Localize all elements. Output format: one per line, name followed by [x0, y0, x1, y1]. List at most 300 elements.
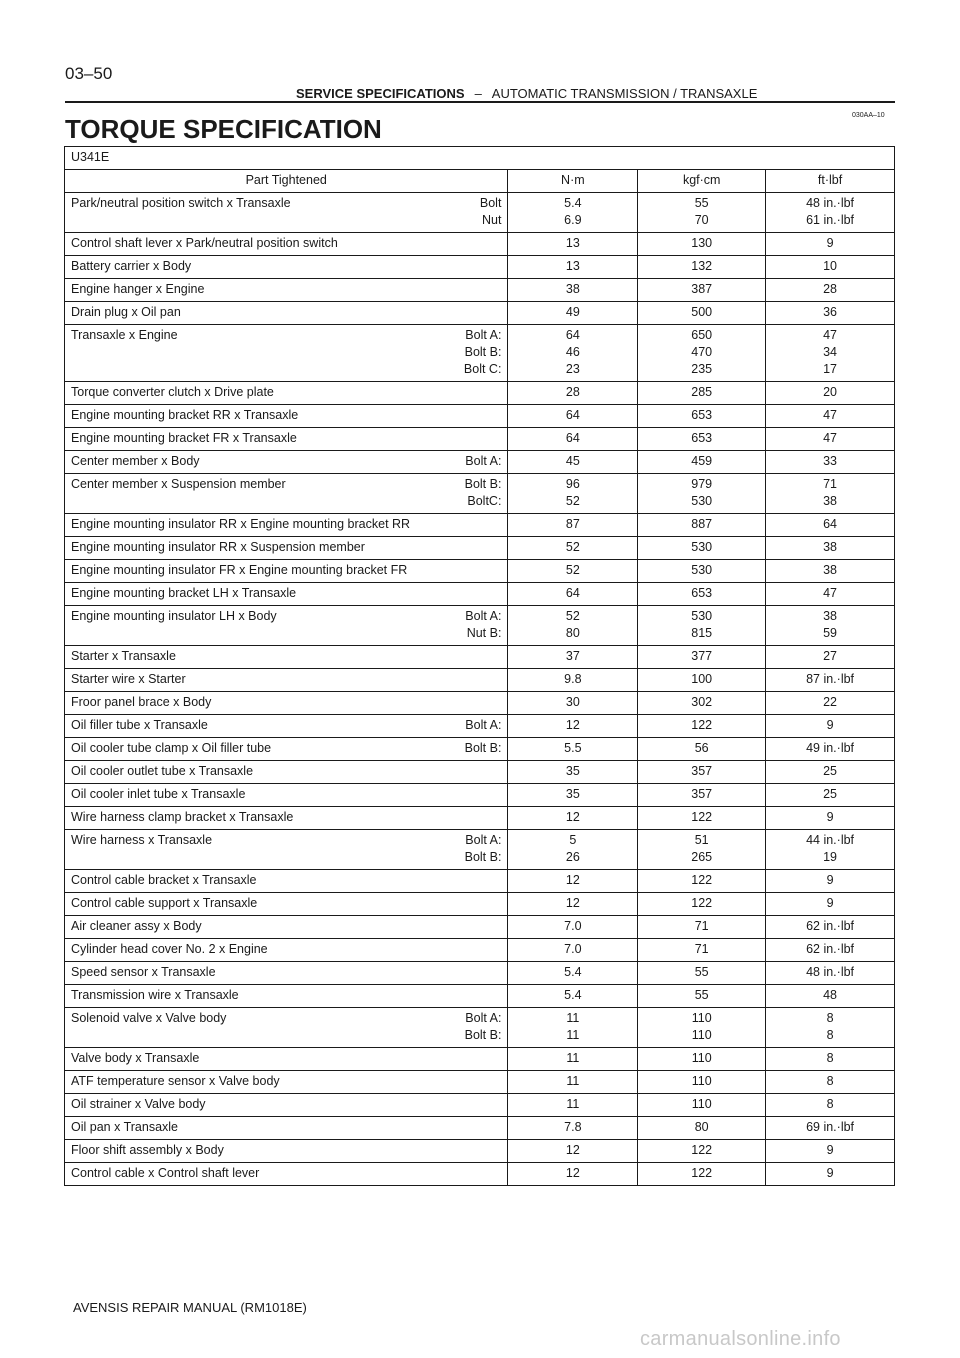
- kgf-value: 235: [691, 362, 713, 376]
- part-cell: [65, 692, 508, 715]
- table-row: [65, 962, 895, 985]
- part-cell: [65, 474, 508, 514]
- kgf-cell: [638, 514, 766, 537]
- fastener-label: Nut B:: [466, 626, 502, 640]
- ftlbf-value: 8: [826, 1028, 834, 1042]
- kgf-value: 530: [691, 494, 713, 508]
- kgf-value: 285: [691, 385, 713, 399]
- kgf-value: 387: [691, 282, 713, 296]
- col-header-nm: N·m: [508, 170, 638, 193]
- table-row: [65, 939, 895, 962]
- nm-cell: [508, 669, 638, 692]
- part-cell: [65, 382, 508, 405]
- kgf-cell: [638, 715, 766, 738]
- kgf-value: 653: [691, 408, 713, 422]
- ftlbf-cell: [766, 405, 895, 428]
- kgf-cell: [638, 1140, 766, 1163]
- part-wrap: [71, 809, 501, 826]
- header-rule: [65, 101, 895, 103]
- fastener-list: [465, 1010, 502, 1044]
- part-wrap: [71, 895, 501, 912]
- nm-value: 35: [565, 787, 580, 801]
- nm-value: 35: [565, 764, 580, 778]
- fastener-label: Bolt C:: [463, 362, 502, 376]
- table-row: [65, 583, 895, 606]
- part-wrap: [71, 304, 501, 321]
- nm-cell: [508, 692, 638, 715]
- kgf-value: 55: [694, 196, 709, 210]
- fastener-list: [465, 740, 502, 757]
- nm-value: 13: [565, 236, 580, 250]
- nm-value: 28: [565, 385, 580, 399]
- ftlbf-value: 17: [823, 362, 838, 376]
- ftlbf-cell: [766, 962, 895, 985]
- torque-spec-table: [64, 146, 895, 1186]
- nm-value: 12: [565, 1166, 580, 1180]
- footer-manual-id: AVENSIS REPAIR MANUAL (RM1018E): [73, 1300, 307, 1315]
- part-wrap: [71, 258, 501, 275]
- part-cell: [65, 669, 508, 692]
- part-cell: [65, 985, 508, 1008]
- ftlbf-cell: [766, 916, 895, 939]
- ftlbf-cell: [766, 606, 895, 646]
- nm-value: 30: [565, 695, 580, 709]
- part-name: Engine mounting bracket RR x Transaxle: [71, 408, 299, 422]
- ftlbf-cell: [766, 1008, 895, 1048]
- kgf-value: 100: [691, 672, 713, 686]
- part-wrap: [71, 941, 501, 958]
- kgf-cell: [638, 646, 766, 669]
- model-row: [65, 147, 895, 170]
- part-wrap: [71, 1096, 501, 1113]
- kgf-cell: [638, 405, 766, 428]
- nm-cell: [508, 1163, 638, 1186]
- fastener-label: Bolt A:: [465, 328, 502, 342]
- header-section: SERVICE SPECIFICATIONS: [296, 86, 465, 101]
- table-row: [65, 428, 895, 451]
- fastener-label: Bolt: [479, 196, 502, 210]
- part-name: Center member x Body: [71, 454, 200, 468]
- nm-value: 38: [565, 282, 580, 296]
- table-row: [65, 382, 895, 405]
- ftlbf-value: 34: [823, 345, 838, 359]
- part-wrap: [71, 1119, 501, 1136]
- part-cell: [65, 1140, 508, 1163]
- part-cell: [65, 715, 508, 738]
- part-wrap: [71, 1050, 501, 1067]
- nm-cell: [508, 583, 638, 606]
- ftlbf-value: 22: [823, 695, 838, 709]
- ftlbf-cell: [766, 474, 895, 514]
- kgf-value: 130: [691, 236, 713, 250]
- ftlbf-value: 38: [823, 609, 838, 623]
- nm-value: 12: [565, 1143, 580, 1157]
- kgf-value: 357: [691, 787, 713, 801]
- part-name: Oil pan x Transaxle: [71, 1120, 178, 1134]
- table-row: [65, 692, 895, 715]
- part-cell: [65, 583, 508, 606]
- ftlbf-value: 47: [823, 586, 838, 600]
- nm-cell: [508, 474, 638, 514]
- nm-value: 52: [565, 540, 580, 554]
- ftlbf-value: 9: [826, 896, 834, 910]
- ftlbf-value: 8: [826, 1097, 834, 1111]
- nm-value: 52: [565, 609, 580, 623]
- kgf-value: 653: [691, 586, 713, 600]
- kgf-cell: [638, 256, 766, 279]
- ftlbf-value: 36: [823, 305, 838, 319]
- ftlbf-cell: [766, 761, 895, 784]
- ftlbf-value: 8: [826, 1011, 834, 1025]
- part-name: Transaxle x Engine: [71, 328, 178, 342]
- table-row: [65, 761, 895, 784]
- ftlbf-value: 48 in.·lbf: [806, 965, 855, 979]
- nm-value: 9.8: [564, 672, 582, 686]
- fastener-label: BoltC:: [467, 494, 502, 508]
- fastener-list: [465, 453, 501, 470]
- nm-value: 49: [565, 305, 580, 319]
- kgf-cell: [638, 692, 766, 715]
- kgf-cell: [638, 1117, 766, 1140]
- nm-value: 45: [565, 454, 580, 468]
- table-row: [65, 893, 895, 916]
- ftlbf-cell: [766, 870, 895, 893]
- page-number: 03–50: [65, 64, 113, 83]
- fastener-label: Bolt B:: [464, 345, 502, 359]
- table-row: [65, 784, 895, 807]
- part-cell: [65, 405, 508, 428]
- nm-value: 5.4: [564, 196, 582, 210]
- kgf-cell: [638, 302, 766, 325]
- kgf-value: 56: [694, 741, 709, 755]
- fastener-label: Bolt B:: [464, 741, 502, 755]
- kgf-value: 650: [691, 328, 713, 342]
- nm-value: 12: [565, 896, 580, 910]
- kgf-cell: [638, 560, 766, 583]
- kgf-value: 979: [691, 477, 713, 491]
- col-header-ftlbf: ft·lbf: [766, 170, 895, 193]
- kgf-value: 122: [691, 718, 713, 732]
- part-name: Floor shift assembly x Body: [71, 1143, 224, 1157]
- part-wrap: [71, 832, 501, 866]
- part-cell: [65, 537, 508, 560]
- part-name: Engine hanger x Engine: [71, 282, 205, 296]
- ftlbf-value: 38: [823, 494, 838, 508]
- nm-value: 5.4: [564, 965, 582, 979]
- nm-value: 11: [566, 1097, 580, 1111]
- nm-value: 46: [565, 345, 580, 359]
- part-cell: [65, 830, 508, 870]
- table-row: [65, 646, 895, 669]
- nm-value: 12: [565, 873, 580, 887]
- table-row: [65, 279, 895, 302]
- part-wrap: [71, 476, 501, 510]
- kgf-value: 887: [691, 517, 713, 531]
- part-wrap: [71, 872, 501, 889]
- part-wrap: [71, 671, 501, 688]
- nm-value: 23: [565, 362, 580, 376]
- nm-cell: [508, 428, 638, 451]
- nm-value: 7.8: [564, 1120, 582, 1134]
- nm-cell: [508, 985, 638, 1008]
- nm-value: 11: [566, 1051, 580, 1065]
- nm-value: 64: [565, 431, 580, 445]
- fastener-list: [465, 476, 502, 510]
- nm-value: 80: [565, 626, 580, 640]
- table-row: [65, 474, 895, 514]
- part-name: Battery carrier x Body: [71, 259, 192, 273]
- ftlbf-cell: [766, 807, 895, 830]
- table-row: [65, 1048, 895, 1071]
- ftlbf-cell: [766, 560, 895, 583]
- part-wrap: [71, 1073, 501, 1090]
- ftlbf-value: 9: [826, 1143, 834, 1157]
- part-cell: [65, 807, 508, 830]
- part-cell: [65, 646, 508, 669]
- part-name: Center member x Suspension member: [71, 477, 286, 491]
- part-name: Air cleaner assy x Body: [71, 919, 202, 933]
- nm-cell: [508, 279, 638, 302]
- ftlbf-value: 59: [823, 626, 838, 640]
- table-row: [65, 302, 895, 325]
- ftlbf-cell: [766, 830, 895, 870]
- nm-value: 52: [565, 494, 580, 508]
- kgf-cell: [638, 870, 766, 893]
- ftlbf-value: 25: [823, 787, 838, 801]
- kgf-cell: [638, 1163, 766, 1186]
- page-title: TORQUE SPECIFICATION: [65, 114, 382, 144]
- fastener-list: [480, 195, 502, 229]
- kgf-value: 122: [691, 810, 713, 824]
- header-subsection: AUTOMATIC TRANSMISSION / TRANSAXLE: [491, 86, 758, 101]
- model-label: U341E: [65, 147, 895, 170]
- ftlbf-value: 9: [826, 718, 834, 732]
- part-wrap: [71, 195, 501, 229]
- ftlbf-value: 20: [823, 385, 838, 399]
- ftlbf-cell: [766, 537, 895, 560]
- kgf-cell: [638, 583, 766, 606]
- nm-cell: [508, 807, 638, 830]
- kgf-value: 530: [691, 540, 713, 554]
- nm-cell: [508, 1117, 638, 1140]
- kgf-value: 71: [694, 942, 709, 956]
- part-cell: [65, 916, 508, 939]
- part-name: Control shaft lever x Park/neutral position switch: [71, 236, 338, 250]
- table-row: [65, 738, 895, 761]
- nm-cell: [508, 784, 638, 807]
- ftlbf-cell: [766, 669, 895, 692]
- table-row: [65, 715, 895, 738]
- nm-cell: [508, 325, 638, 382]
- nm-value: 11: [566, 1028, 580, 1042]
- ftlbf-cell: [766, 583, 895, 606]
- part-wrap: [71, 562, 501, 579]
- part-wrap: [71, 964, 501, 981]
- part-name: Oil cooler inlet tube x Transaxle: [71, 787, 246, 801]
- table-row: [65, 1163, 895, 1186]
- table-row: [65, 537, 895, 560]
- fastener-list: [465, 608, 501, 642]
- part-name: Control cable bracket x Transaxle: [71, 873, 257, 887]
- column-header-row: [65, 170, 895, 193]
- table-row: [65, 325, 895, 382]
- part-name: Wire harness clamp bracket x Transaxle: [71, 810, 294, 824]
- kgf-cell: [638, 1048, 766, 1071]
- ftlbf-cell: [766, 514, 895, 537]
- ftlbf-cell: [766, 893, 895, 916]
- part-cell: [65, 1163, 508, 1186]
- kgf-value: 55: [694, 988, 709, 1002]
- kgf-value: 530: [691, 563, 713, 577]
- ftlbf-value: 87 in.·lbf: [806, 672, 855, 686]
- part-wrap: [71, 407, 501, 424]
- kgf-value: 302: [691, 695, 713, 709]
- kgf-value: 110: [691, 1097, 712, 1111]
- kgf-cell: [638, 537, 766, 560]
- ftlbf-cell: [766, 325, 895, 382]
- kgf-value: 80: [694, 1120, 709, 1134]
- part-wrap: [71, 740, 501, 757]
- ftlbf-cell: [766, 784, 895, 807]
- kgf-value: 122: [691, 1143, 713, 1157]
- kgf-cell: [638, 382, 766, 405]
- nm-value: 12: [565, 718, 580, 732]
- nm-cell: [508, 606, 638, 646]
- ftlbf-cell: [766, 939, 895, 962]
- part-wrap: [71, 648, 501, 665]
- part-name: ATF temperature sensor x Valve body: [71, 1074, 280, 1088]
- kgf-value: 71: [694, 919, 709, 933]
- table-row: [65, 560, 895, 583]
- kgf-value: 110: [691, 1011, 712, 1025]
- part-wrap: [71, 717, 501, 734]
- ftlbf-cell: [766, 1094, 895, 1117]
- kgf-cell: [638, 985, 766, 1008]
- nm-value: 52: [565, 563, 580, 577]
- nm-cell: [508, 256, 638, 279]
- nm-value: 5.4: [564, 988, 582, 1002]
- fastener-list: [465, 717, 501, 734]
- part-cell: [65, 761, 508, 784]
- kgf-cell: [638, 1071, 766, 1094]
- col-header-part: Part Tightened: [65, 170, 508, 193]
- part-name: Park/neutral position switch x Transaxle: [71, 196, 291, 210]
- part-wrap: [71, 1165, 501, 1182]
- part-wrap: [71, 918, 501, 935]
- nm-cell: [508, 761, 638, 784]
- ftlbf-value: 48 in.·lbf: [806, 196, 855, 210]
- nm-cell: [508, 451, 638, 474]
- ftlbf-cell: [766, 233, 895, 256]
- kgf-cell: [638, 939, 766, 962]
- fastener-list: [465, 832, 502, 866]
- nm-cell: [508, 1094, 638, 1117]
- table-row: [65, 1071, 895, 1094]
- part-cell: [65, 451, 508, 474]
- ftlbf-cell: [766, 985, 895, 1008]
- ftlbf-cell: [766, 692, 895, 715]
- nm-cell: [508, 560, 638, 583]
- part-name: Oil strainer x Valve body: [71, 1097, 206, 1111]
- part-name: Cylinder head cover No. 2 x Engine: [71, 942, 268, 956]
- kgf-value: 122: [691, 873, 713, 887]
- ftlbf-value: 61 in.·lbf: [806, 213, 855, 227]
- part-wrap: [71, 327, 501, 378]
- part-cell: [65, 256, 508, 279]
- part-cell: [65, 428, 508, 451]
- ftlbf-value: 10: [823, 259, 838, 273]
- nm-cell: [508, 382, 638, 405]
- nm-value: 7.0: [564, 919, 582, 933]
- kgf-cell: [638, 807, 766, 830]
- ftlbf-cell: [766, 193, 895, 233]
- part-cell: [65, 279, 508, 302]
- part-cell: [65, 606, 508, 646]
- ftlbf-value: 19: [823, 850, 838, 864]
- ftlbf-cell: [766, 1048, 895, 1071]
- table-row: [65, 606, 895, 646]
- ftlbf-cell: [766, 428, 895, 451]
- part-name: Engine mounting bracket FR x Transaxle: [71, 431, 297, 445]
- nm-cell: [508, 893, 638, 916]
- kgf-value: 70: [694, 213, 709, 227]
- ftlbf-value: 9: [826, 873, 834, 887]
- nm-value: 6.9: [564, 213, 582, 227]
- nm-cell: [508, 514, 638, 537]
- kgf-value: 265: [691, 850, 713, 864]
- ftlbf-cell: [766, 715, 895, 738]
- part-wrap: [71, 281, 501, 298]
- part-wrap: [71, 1010, 501, 1044]
- part-wrap: [71, 516, 501, 533]
- kgf-cell: [638, 784, 766, 807]
- header-separator: –: [474, 86, 482, 101]
- kgf-value: 110: [691, 1074, 712, 1088]
- kgf-value: 459: [691, 454, 713, 468]
- kgf-value: 377: [691, 649, 713, 663]
- table-row: [65, 669, 895, 692]
- kgf-cell: [638, 474, 766, 514]
- ftlbf-value: 38: [823, 563, 838, 577]
- nm-cell: [508, 715, 638, 738]
- ftlbf-cell: [766, 1140, 895, 1163]
- kgf-cell: [638, 606, 766, 646]
- ftlbf-value: 62 in.·lbf: [806, 919, 855, 933]
- fastener-label: Bolt B:: [464, 850, 502, 864]
- ftlbf-value: 64: [823, 517, 838, 531]
- part-cell: [65, 1117, 508, 1140]
- part-cell: [65, 560, 508, 583]
- part-wrap: [71, 694, 501, 711]
- ftlbf-value: 8: [826, 1074, 834, 1088]
- part-name: Drain plug x Oil pan: [71, 305, 181, 319]
- nm-cell: [508, 1048, 638, 1071]
- nm-value: 11: [566, 1011, 580, 1025]
- nm-cell: [508, 870, 638, 893]
- ftlbf-value: 69 in.·lbf: [806, 1120, 855, 1134]
- nm-cell: [508, 738, 638, 761]
- kgf-value: 500: [691, 305, 713, 319]
- nm-cell: [508, 646, 638, 669]
- nm-value: 5: [569, 833, 577, 847]
- table-row: [65, 193, 895, 233]
- part-cell: [65, 784, 508, 807]
- part-name: Oil cooler tube clamp x Oil filler tube: [71, 741, 272, 755]
- part-cell: [65, 1008, 508, 1048]
- kgf-value: 470: [691, 345, 713, 359]
- ftlbf-value: 49 in.·lbf: [806, 741, 855, 755]
- fastener-label: Bolt A:: [465, 1011, 502, 1025]
